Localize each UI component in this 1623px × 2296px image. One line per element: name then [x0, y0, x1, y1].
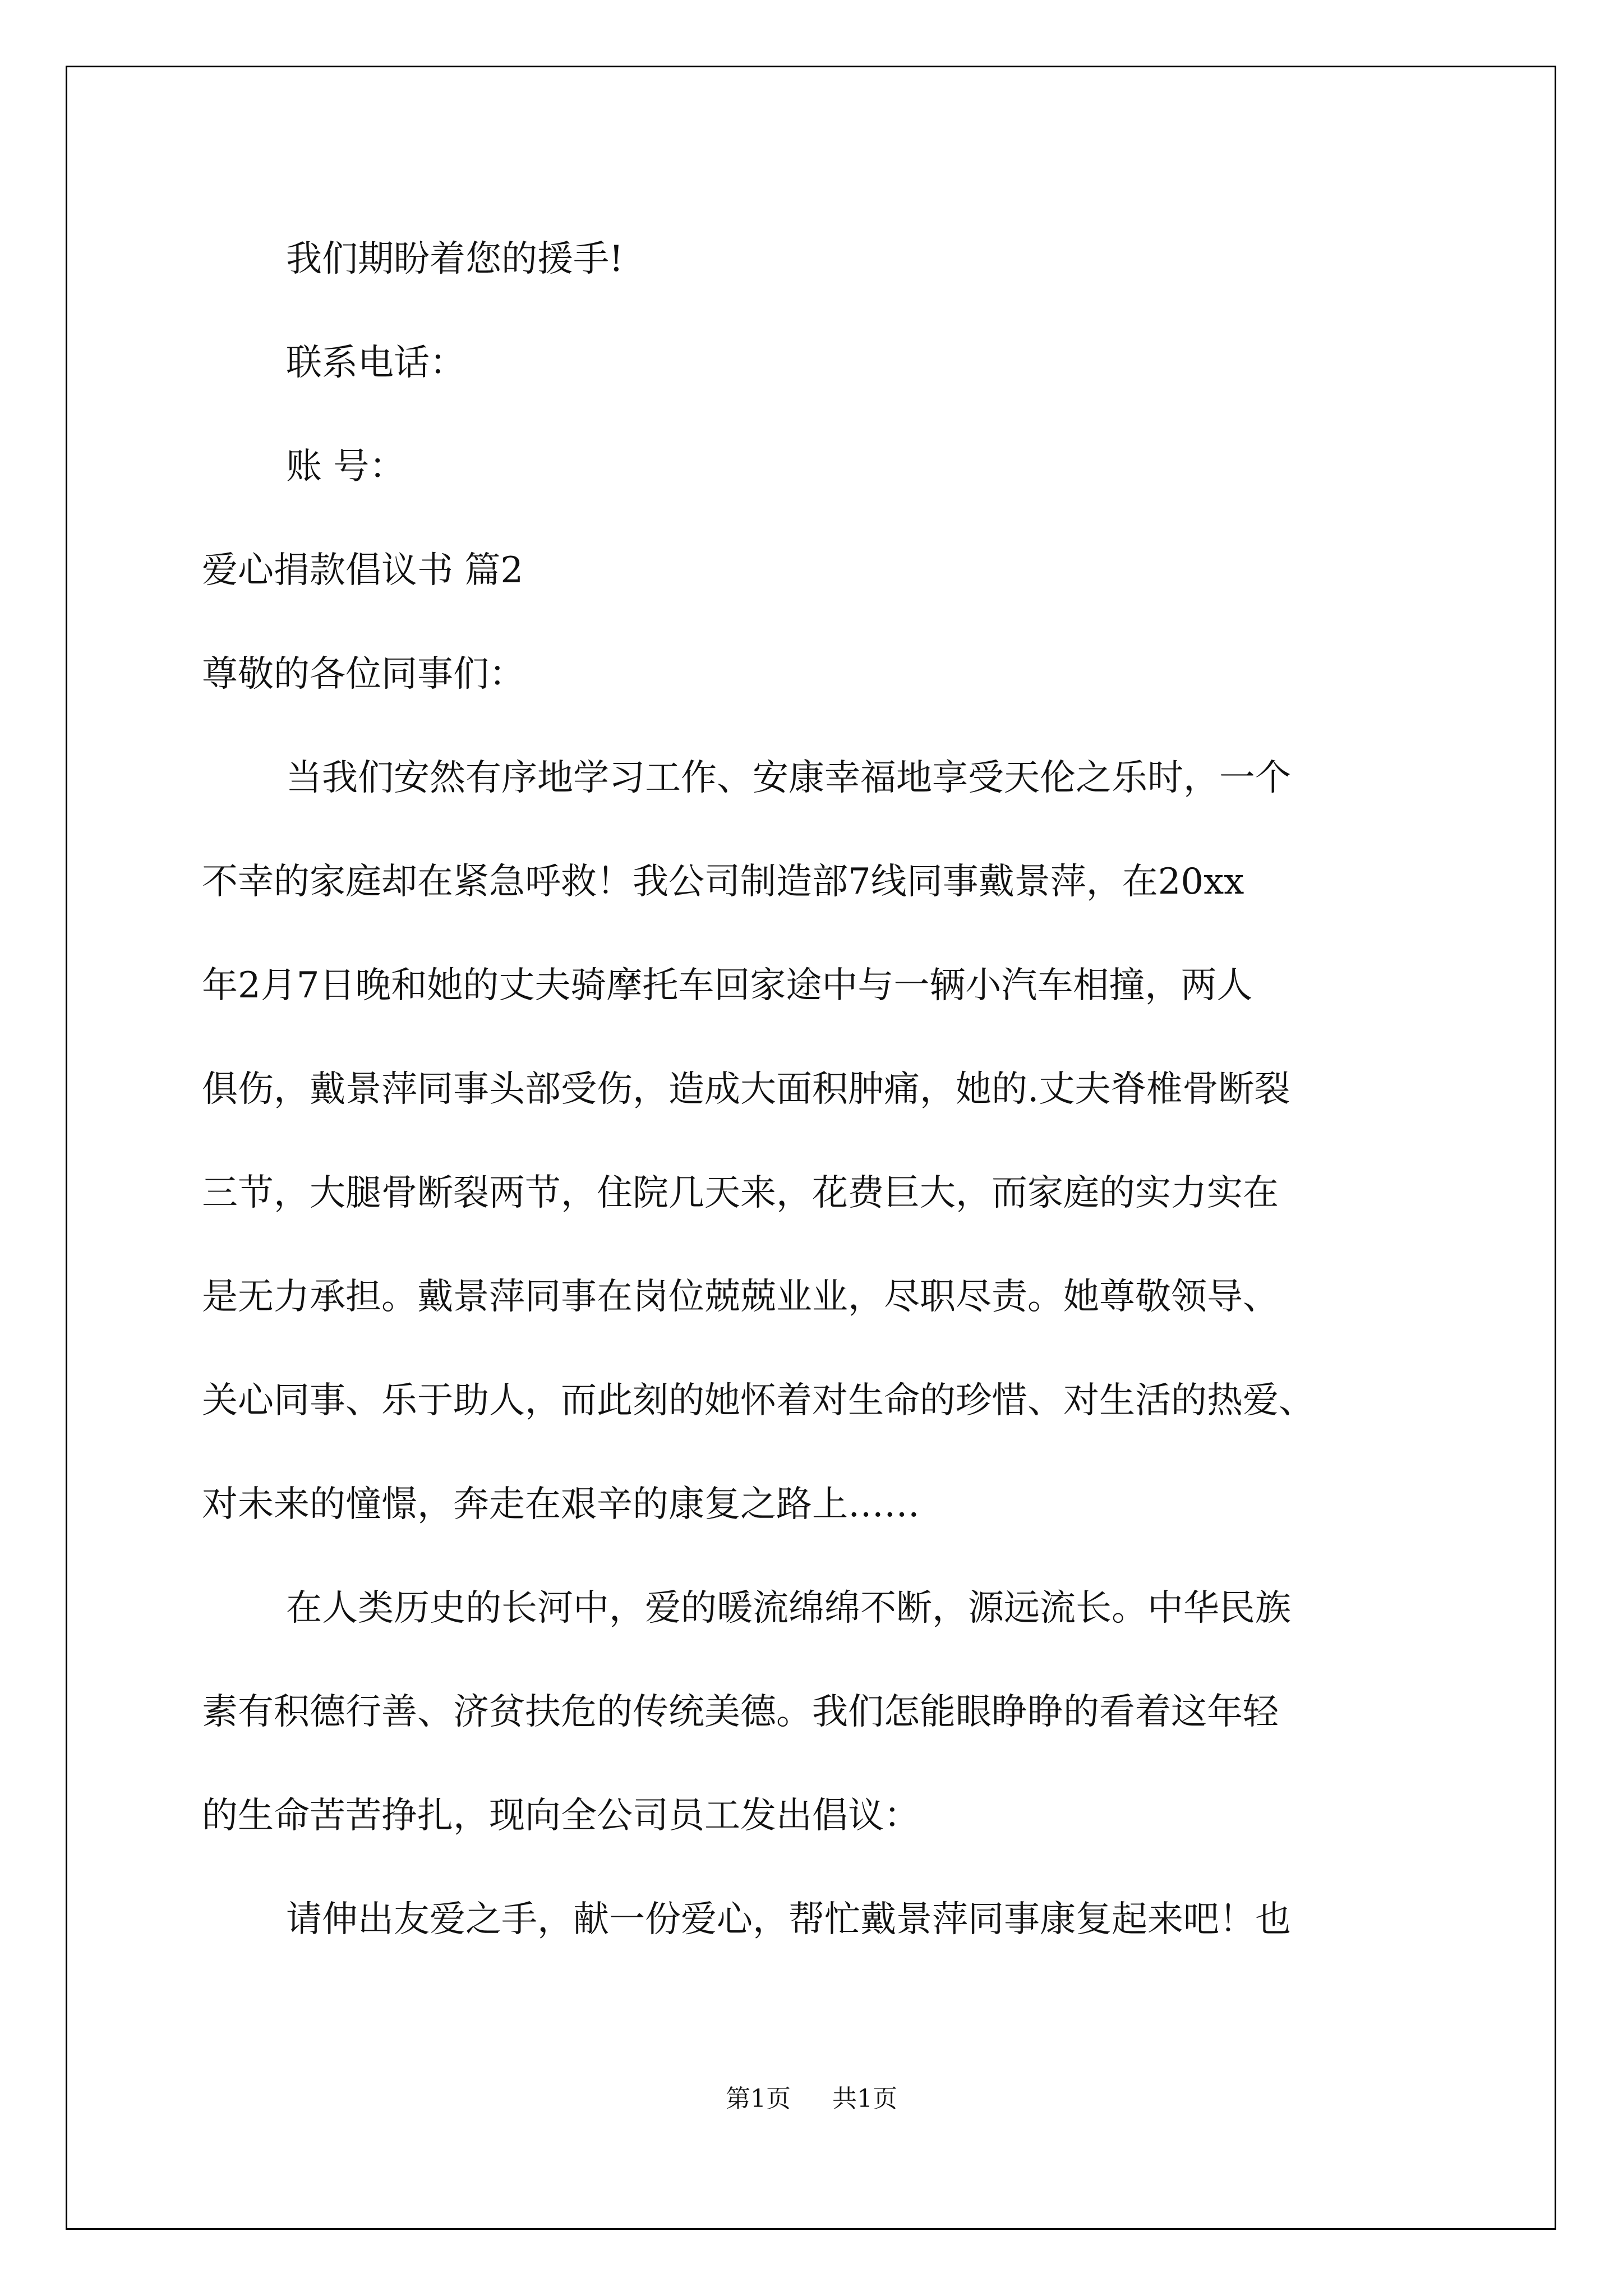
document-body [202, 208, 1503, 1972]
text-line: 三节，大腿骨断裂两节，住院几天来，花费巨大，而家庭的实力实在 [202, 1172, 1279, 1214]
section-heading: 爱心捐款倡议书 篇2 [202, 550, 524, 591]
page-total: 共1页 [832, 2085, 897, 2113]
text-line: 在人类历史的长河中，爱的暖流绵绵不断，源远流长。中华民族 [286, 1588, 1291, 1629]
salutation: 尊敬的各位同事们： [202, 654, 525, 695]
text-line: 请伸出友爱之手，献一份爱心，帮忙戴景萍同事康复起来吧！也 [286, 1899, 1291, 1940]
text-line: 是无力承担。戴景萍同事在岗位兢兢业业，尽职尽责。她尊敬领导、 [202, 1276, 1279, 1318]
text-line: 账 号： [286, 446, 405, 487]
text-line: 的生命苦苦挣扎，现向全公司员工发出倡议： [202, 1795, 920, 1837]
text-line: 不幸的家庭却在紧急呼救！我公司制造部7线同事戴景萍，在20xx [202, 861, 1244, 903]
text-line: 俱伤，戴景萍同事头部受伤，造成大面积肿痛，她的.丈夫脊椎骨断裂 [202, 1069, 1290, 1110]
text-line: 素有积德行善、济贫扶危的传统美德。我们怎能眼睁睁的看着这年轻 [202, 1691, 1279, 1733]
text-line: 对未来的憧憬，奔走在艰辛的康复之路上…… [202, 1484, 920, 1525]
text-line: 我们期盼着您的援手! [286, 238, 624, 280]
text-line: 年2月7日晚和她的丈夫骑摩托车回家途中与一辆小汽车相撞，两人 [202, 965, 1253, 1006]
text-line: 关心同事、乐于助人，而此刻的她怀着对生命的珍惜、对生活的热爱、 [202, 1380, 1315, 1421]
page-footer [0, 2078, 1623, 2114]
text-line: 当我们安然有序地学习工作、安康幸福地享受天伦之乐时，一个 [286, 757, 1291, 799]
page-number: 第1页 [726, 2085, 791, 2113]
text-line: 联系电话： [286, 342, 465, 384]
